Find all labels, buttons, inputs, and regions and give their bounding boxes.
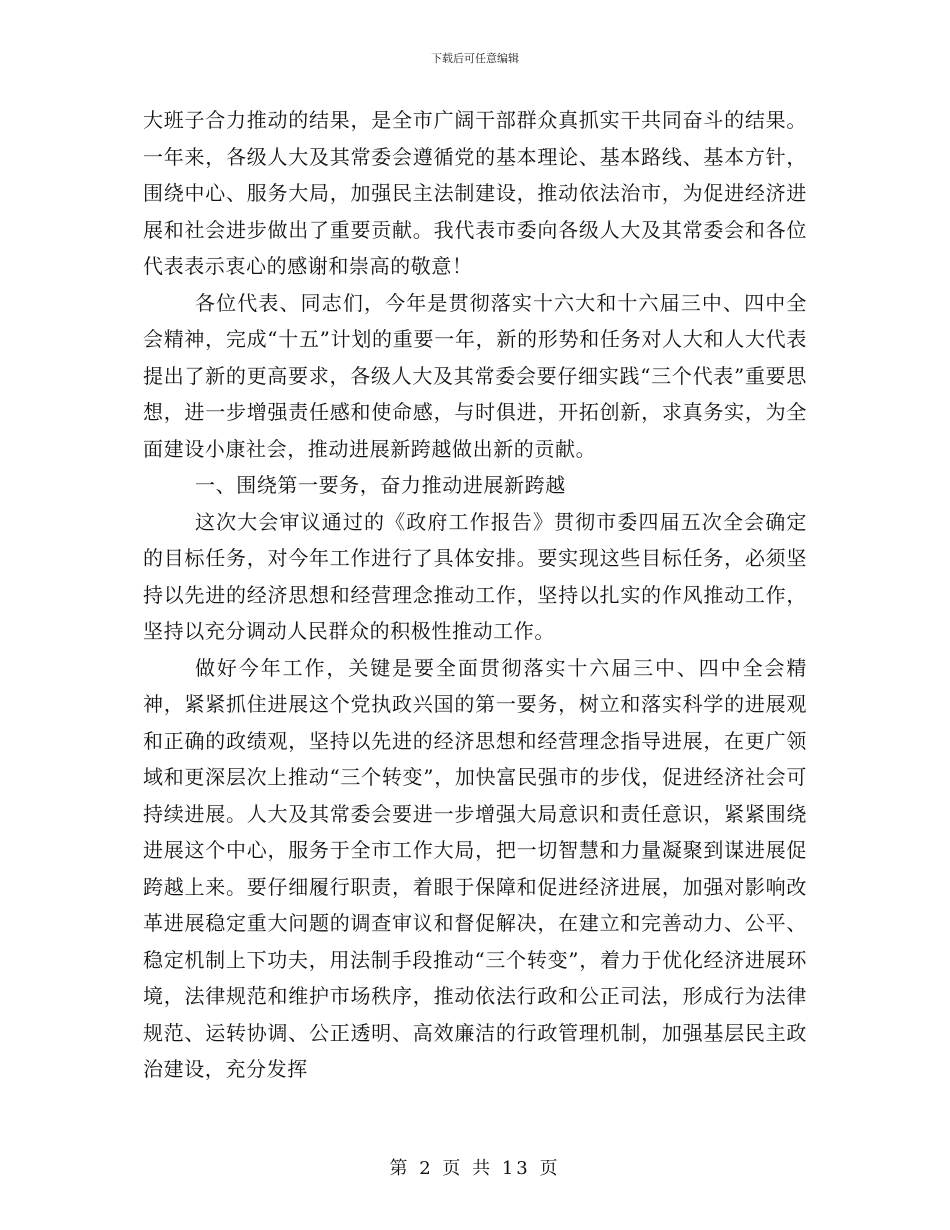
section-heading: 一、围绕第一要务，奋力推动进展新跨越 xyxy=(195,473,566,497)
paragraph: 这次大会审议通过的《政府工作报告》贯彻市委四届五次全会确定的目标任务，对今年工作进行了具体安排。要实现这些目标任务，必须坚持以先进的经济思想和经营理念推动工作，坚持以扎实的作风推动工作，坚持以充分调动人民群众的积极性推动工作。 xyxy=(143,509,807,643)
paragraph: 大班子合力推动的结果，是全市广阔干部群众真抓实干共同奋斗的结果。一年来，各级人大及其常委会遵循党的基本理论、基本路线、基本方针，围绕中心、服务大局，加强民主法制建设，推动依法治市，为促进经济进展和社会进步做出了重要贡献。我代表市委向各级人大及其常委会和各位代表表示衷心的感谢和崇高的敬意！ xyxy=(143,108,807,278)
document-body xyxy=(143,102,807,1088)
page-header: 下载后可任意编辑 xyxy=(431,52,519,65)
paragraph: 各位代表、同志们，今年是贯彻落实十六大和十六届三中、四中全会精神，完成“十五”计划的重要一年，新的形势和任务对人大和人大代表提出了新的更高要求，各级人大及其常委会要仔细实践“三个代表”重要思想，进一步增强责任感和使命感，与时俱进，开拓创新，求真务实，为全面建设小康社会，推动进展新跨越做出新的贡献。 xyxy=(143,290,807,461)
page-number: 第 2 页 共 13 页 xyxy=(389,1158,561,1179)
paragraph: 做好今年工作，关键是要全面贯彻落实十六届三中、四中全会精神，紧紧抓住进展这个党执政兴国的第一要务，树立和落实科学的进展观和正确的政绩观，坚持以先进的经济思想和经营理念指导进展，在更广领域和更深层次上推动“三个转变”，加快富民强市的步伐，促进经济社会可持续进展。人大及其常委会要进一步增强大局意识和责任意识，紧紧围绕进展这个中心，服务于全市工作大局，把一切智慧和力量凝聚到谋进展促跨越上来。要仔细履行职责，着眼于保障和促进经济进展，加强对影响改革进展稳定重大问题的调查审议和督促解决，在建立和完善动力、公平、稳定机制上下功夫，用法制手段推动“三个转变”，着力于优化经济进展环境，法律规范和维护市场秩序，推动依法行政和公正司法，形成行为法律规范、运转协调、公正透明、高效廉洁的行政管理机制，加强基层民主政治建设，充分发挥 xyxy=(143,655,807,1081)
